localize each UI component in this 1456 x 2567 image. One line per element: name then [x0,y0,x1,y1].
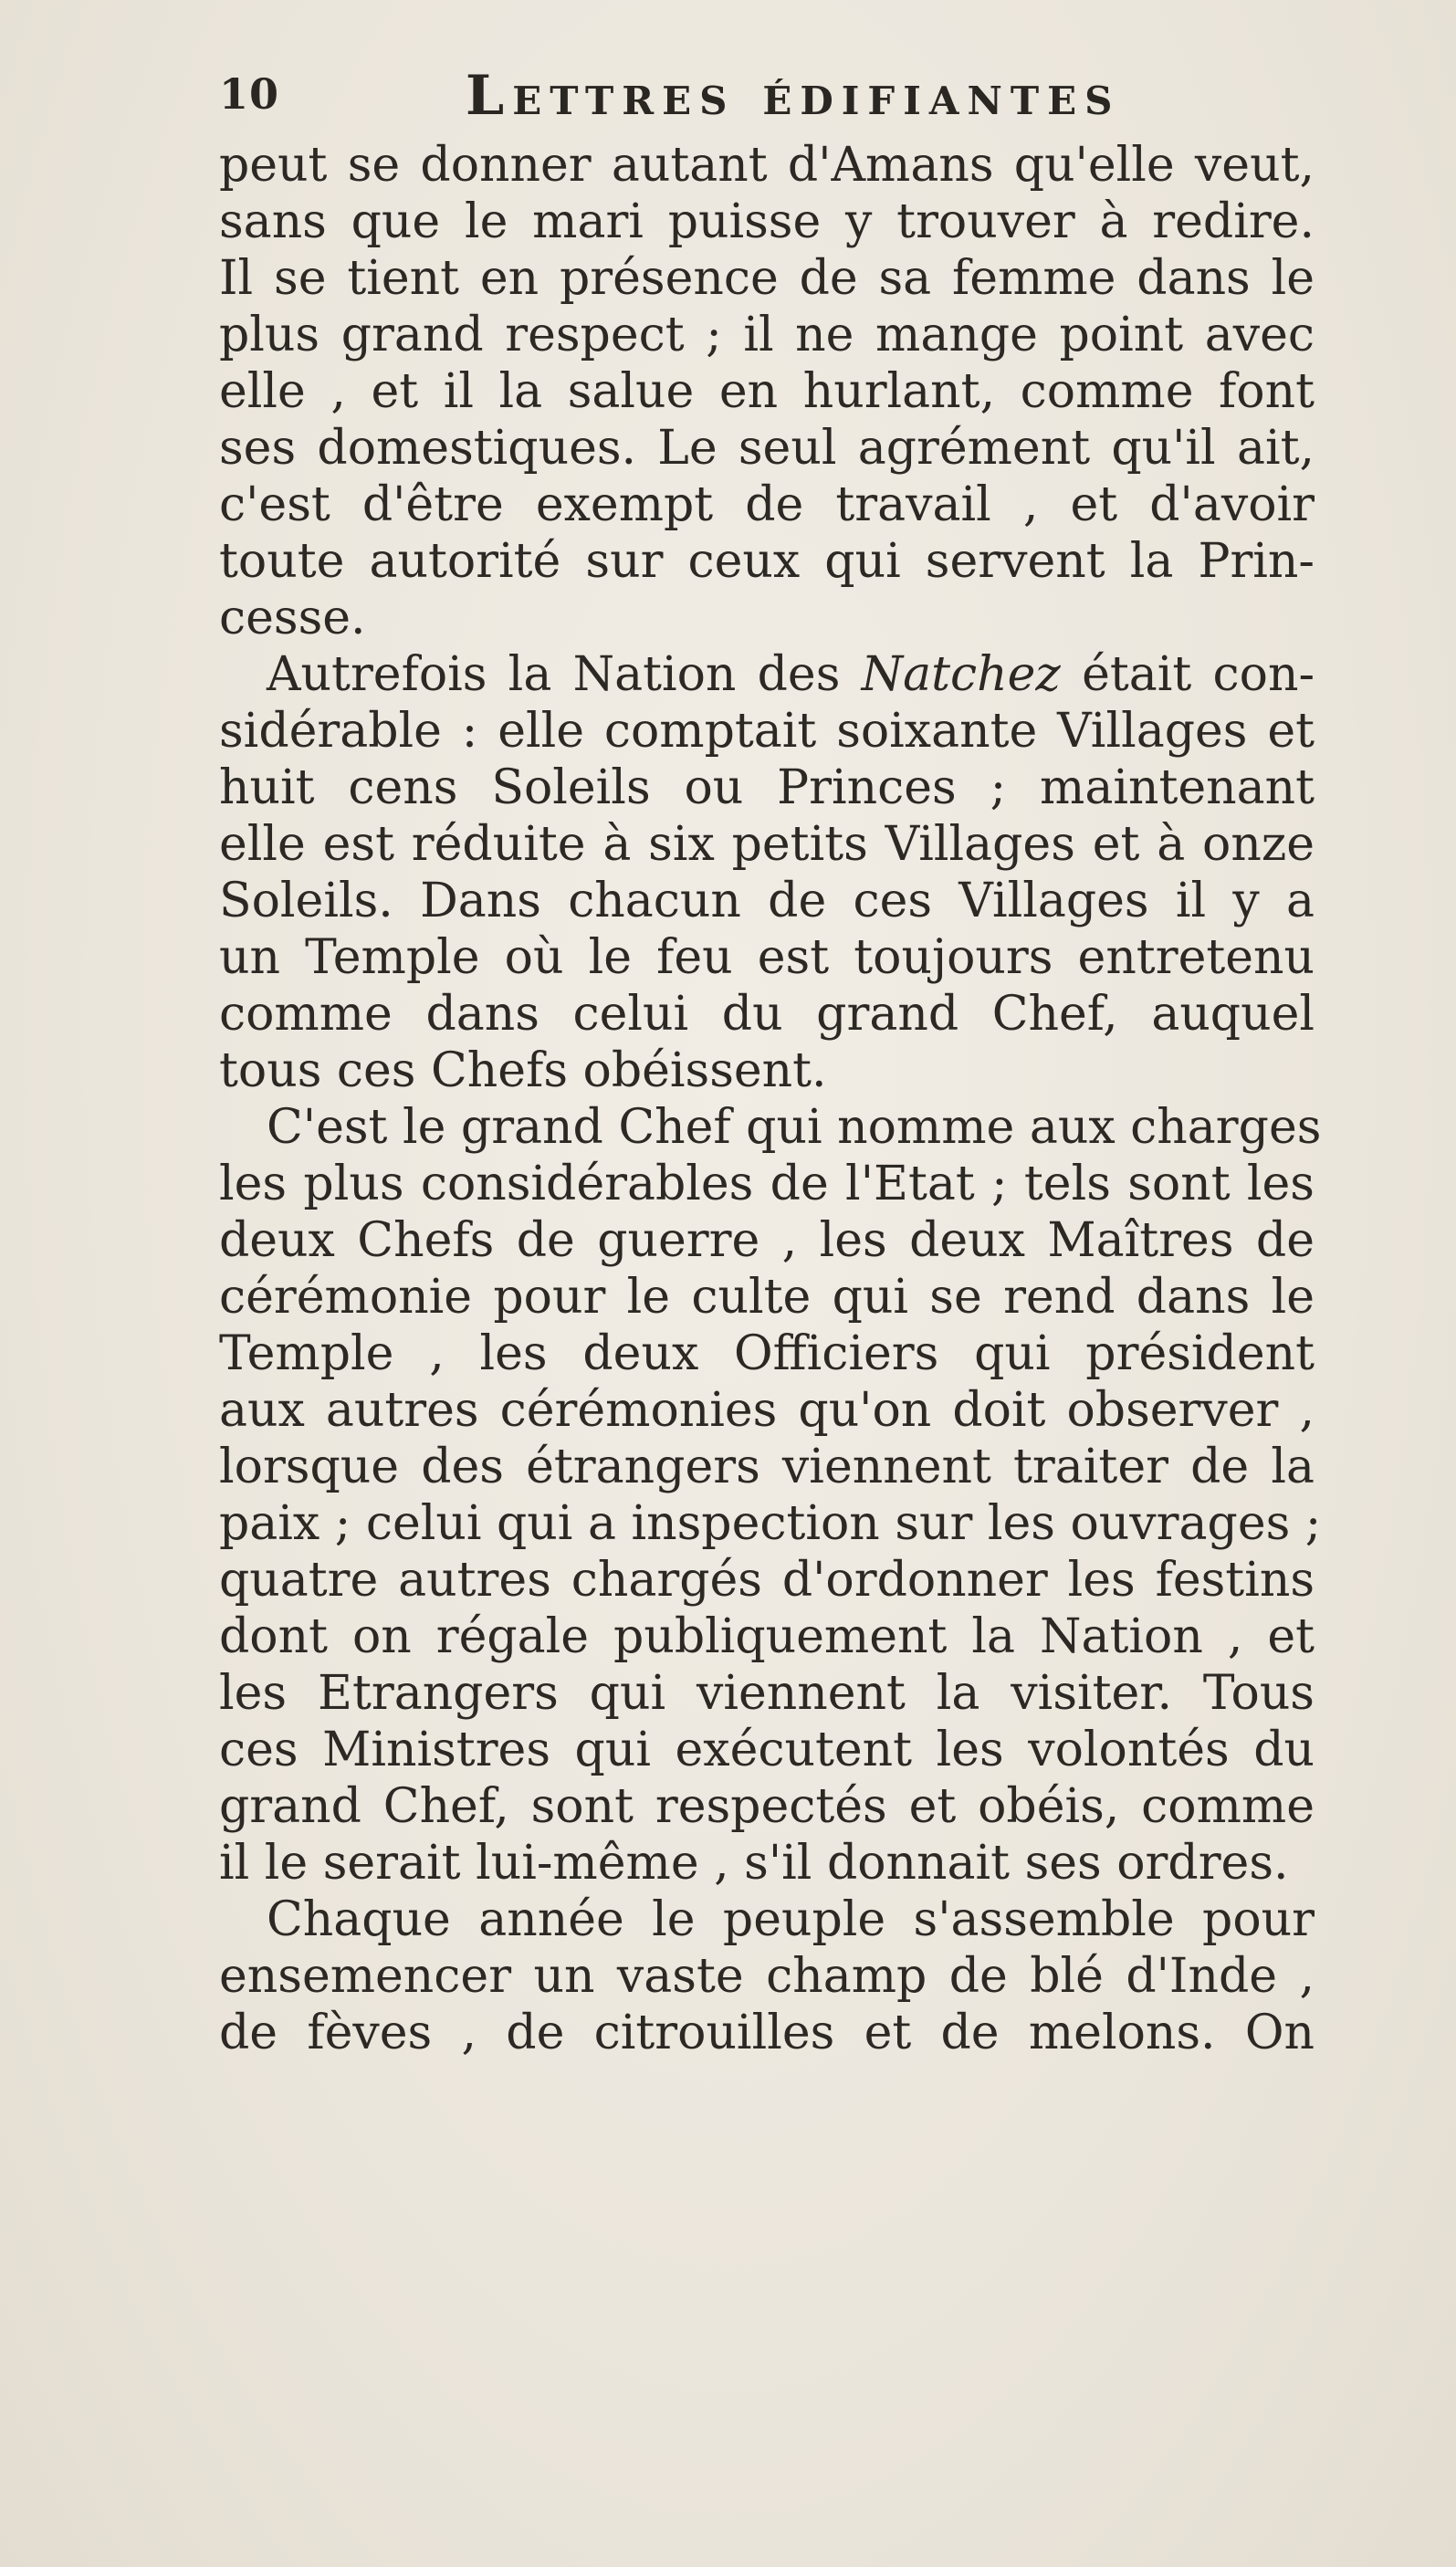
page-number: 10 [219,69,280,119]
text-line: huit cens Soleils ou Princes ; maintenant [219,760,1315,815]
text-line: les plus considérables de l'Etat ; tels sont les [219,1157,1315,1211]
paragraph-start-line: Chaque année le peuple s'assemble pour [267,1892,1315,1947]
text-line: tous ces Chefs obéissent. [219,1043,827,1098]
text-line: lorsque des étrangers viennent traiter de la [219,1440,1315,1494]
text-line: cérémonie pour le culte qui se rend dans le [219,1270,1315,1325]
page-header [219,64,1278,137]
line-tail: était con- [1082,647,1315,702]
text-line: il le serait lui-même , s'il donnait ses ordres. [219,1836,1289,1891]
text-line: comme dans celui du grand Chef, auquel [219,987,1315,1042]
text-line: un Temple où le feu est toujours entretenu [219,930,1315,985]
text-line: plus grand respect ; il ne mange point avec [219,308,1315,362]
text-line: ses domestiques. Le seul agrément qu'il ait, [219,421,1315,476]
text-line: quatre autres chargés d'ordonner les festins [219,1553,1315,1608]
paragraph-start-line: C'est le grand Chef qui nomme aux charges [267,1100,1322,1155]
text-line: Temple , les deux Officiers qui président [219,1326,1315,1381]
body-text [219,137,1322,2061]
italic-word: Natchez [861,647,1061,702]
text-line: deux Chefs de guerre , les deux Maîtres de [219,1213,1315,1268]
text-line: sans que le mari puisse y trouver à redire. [219,194,1315,249]
text-line: cesse. [219,591,366,645]
text-line: paix ; celui qui a inspection sur les ouvrages ; [219,1496,1322,1551]
text-line: elle , et il la salue en hurlant, comme font [219,364,1315,419]
text-line: toute autorité sur ceux qui servent la Prin- [219,534,1315,589]
text-line: peut se donner autant d'Amans qu'elle veut, [219,138,1315,193]
text-line: Il se tient en présence de sa femme dans le [219,251,1315,306]
text-line: de fèves , de citrouilles et de melons. On [219,2006,1315,2060]
text-line: les Etrangers qui viennent la visiter. Tous [219,1666,1315,1721]
text-line: c'est d'être exempt de travail , et d'avoir [219,477,1315,532]
text-line: grand Chef, sont respectés et obéis, comme [219,1779,1315,1834]
text-line: dont on régale publiquement la Nation , et [219,1609,1315,1664]
text-line: ces Ministres qui exécutent les volontés du [219,1723,1315,1777]
text-line: aux autres cérémonies qu'on doit observer , [219,1383,1315,1438]
text-line: elle est réduite à six petits Villages et à onze [219,817,1315,872]
running-title: Lettres édifiantes [466,64,1121,128]
text-line: sidérable : elle comptait soixante Villages et [219,704,1315,759]
text-line: Soleils. Dans chacun de ces Villages il y a [219,874,1315,928]
line-lead: Autrefois la Nation des [267,647,841,702]
text-line: ensemencer un vaste champ de blé d'Inde , [219,1949,1315,2004]
paragraph-start-line [219,646,1315,703]
